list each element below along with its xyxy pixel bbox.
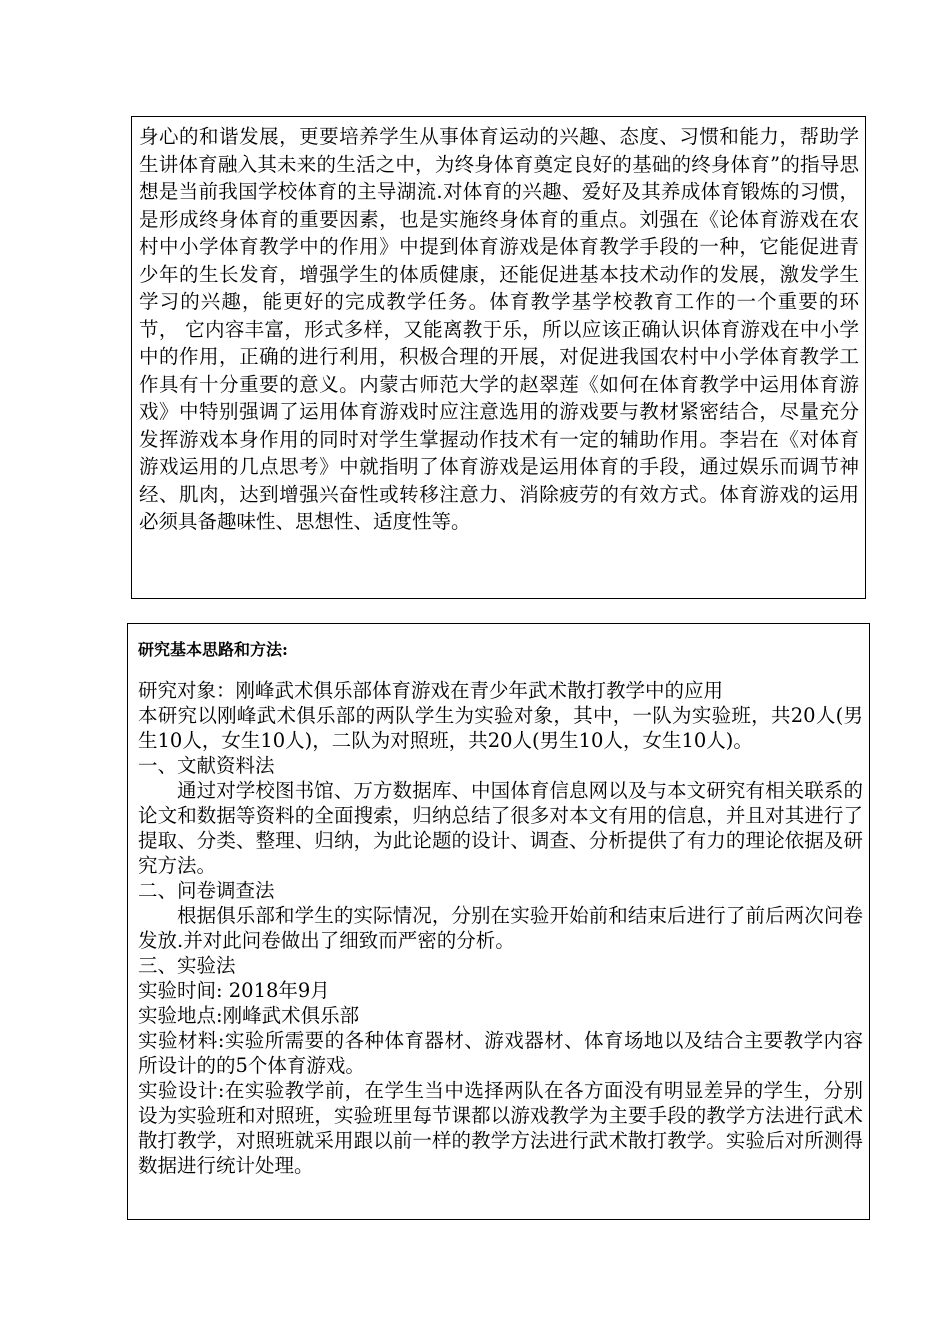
research-methods-box	[127, 623, 870, 1220]
experiment-time: 实验时间: 2018年9月	[138, 979, 330, 1002]
research-methods-heading: 研究基本思路和方法:	[138, 640, 288, 659]
experiment-design: 实验设计:在实验教学前，在学生当中选择两队在各方面没有明显差异的学生，分别设为实验班和对照班，实验班里每节课都以游戏教学为主要手段的教学方法进行武术散打教学，对照班就采用跟以前一样的教学方法进行武术散打教学。实验后对所测得数据进行统计处理。	[138, 1079, 863, 1177]
method-literature-text: 通过对学校图书馆、万方数据库、中国体育信息网以及与本文研究有相关联系的论文和数据等资料的全面搜索，归纳总结了很多对本文有用的信息，并且对其进行了提取、分类、整理、归纳，为此论题的设计、调查、分析提供了有力的理论依据及研究方法。	[138, 779, 863, 877]
experiment-place: 实验地点:刚峰武术俱乐部	[138, 1004, 360, 1027]
research-subjects-paragraph: 本研究以刚峰武术俱乐部的两队学生为实验对象，其中，一队为实验班，共20人(男生10人，女生10人)，二队为对照班，共20人(男生10人，女生10人)。	[138, 704, 863, 752]
research-object-line: 研究对象：刚峰武术俱乐部体育游戏在青少年武术散打教学中的应用	[138, 679, 724, 702]
method-questionnaire-title: 二、问卷调查法	[138, 879, 275, 902]
literature-review-box	[131, 116, 866, 599]
experiment-materials: 实验材料:实验所需要的各种体育器材、游戏器材、体育场地以及结合主要教学内容所设计的的5个体育游戏。	[138, 1029, 863, 1077]
method-literature-title: 一、文献资料法	[138, 754, 275, 777]
literature-review-paragraph: 身心的和谐发展，更要培养学生从事体育运动的兴趣、态度、习惯和能力，帮助学生讲体育融入其未来的生活之中，为终身体育奠定良好的基础的终身体育”的指导思想是当前我国学校体育的主导湖流.对体育的兴趣、爱好及其养成体育锻炼的习惯，是形成终身体育的重要因素，也是实施终身体育的重点。刘强在《论体育游戏在农村中小学体育教学中的作用》中提到体育游戏是体育教学手段的一种，它能促进青少年的生长发育，增强学生的体质健康，还能促进基本技术动作的发展，激发学生学习的兴趣，能更好的完成教学任务。体育教学基学校教育工作的一个重要的环节， 它内容丰富，形式多样，又能离教于乐，所以应该正确认识体育游戏在中小学中的作用，正确的进行利用，积极合理的开展，对促进我国农村中小学体育教学工作具有十分重要的意义。内蒙古师范大学的赵翠莲《如何在体育教学中运用体育游戏》中特别强调了运用体育游戏时应注意选用的游戏要与教材紧密结合，尽量充分发挥游戏本身作用的同时对学生掌握动作技术有一定的辅助作用。李岩在《对体育游戏运用的几点思考》中就指明了体育游戏是运用体育的手段，通过娱乐而调节神经、肌肉，达到增强兴奋性或转移注意力、消除疲劳的有效方式。体育游戏的运用必须具备趣味性、思想性、适度性等。	[139, 125, 859, 533]
method-experiment-title: 三、实验法	[138, 954, 236, 977]
method-questionnaire-text: 根据俱乐部和学生的实际情况，分别在实验开始前和结束后进行了前后两次问卷发放.并对此问卷做出了细致而严密的分析。	[138, 904, 863, 952]
